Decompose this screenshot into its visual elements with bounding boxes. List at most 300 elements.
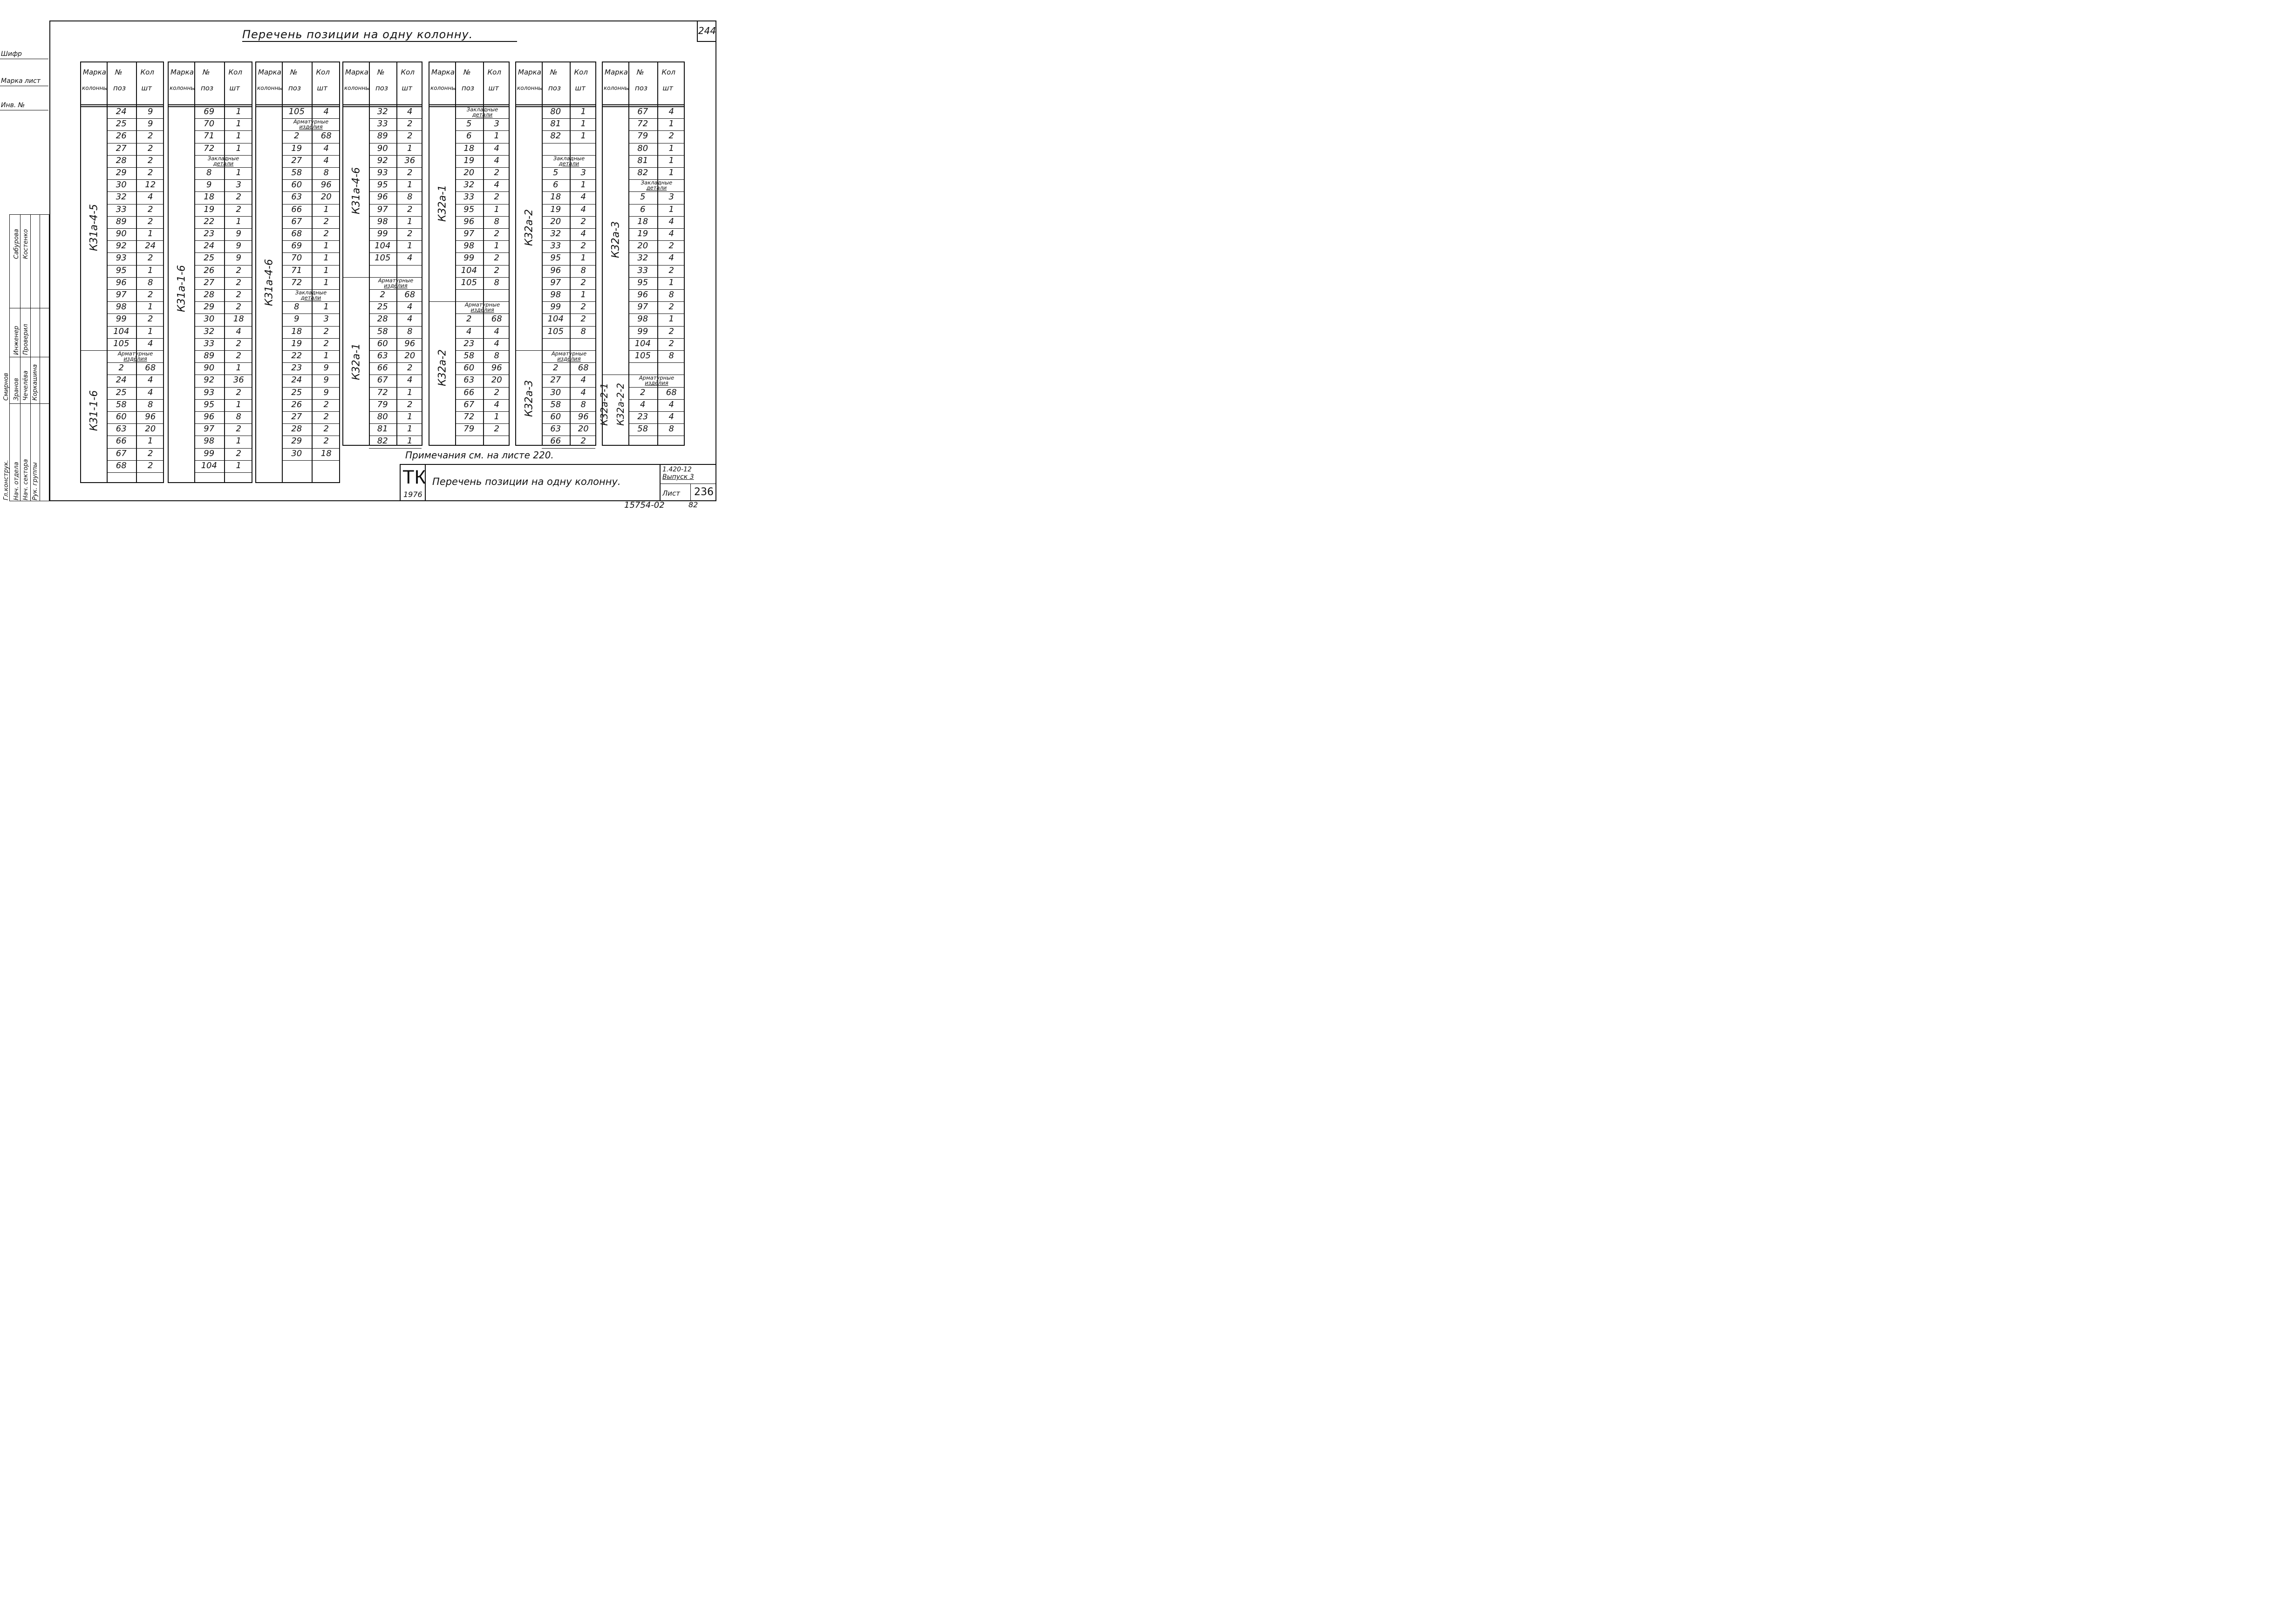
signature-text: Костенко <box>22 229 29 259</box>
cell-qty: 4 <box>668 412 674 422</box>
cell-qty: 2 <box>148 253 153 263</box>
cell-pos: 22 <box>291 351 302 361</box>
cell-qty: 4 <box>494 338 499 348</box>
cell-qty: 2 <box>148 448 153 458</box>
cell-pos: 70 <box>204 119 215 129</box>
cell-pos: 72 <box>377 387 388 397</box>
cell-qty: 4 <box>148 338 153 348</box>
header-qty: Кол <box>661 68 675 76</box>
cell-pos: 8 <box>294 302 300 312</box>
header-pos: № <box>377 68 385 76</box>
cell-pos: 96 <box>377 192 388 202</box>
cell-pos: 63 <box>291 192 302 202</box>
section-label-line1: Арматурные <box>464 301 500 308</box>
header-qty-2: шт <box>575 84 586 92</box>
cell-qty: 96 <box>145 412 156 422</box>
cell-qty: 68 <box>578 363 589 373</box>
cell-qty: 8 <box>668 351 674 361</box>
cell-qty: 2 <box>494 265 499 275</box>
cell-qty: 8 <box>148 277 153 287</box>
cell-qty: 4 <box>323 155 329 165</box>
cell-qty: 20 <box>578 424 589 434</box>
cell-qty: 2 <box>323 399 329 409</box>
cell-qty: 1 <box>148 229 153 239</box>
cell-pos: 30 <box>204 314 215 324</box>
section-label <box>370 278 422 288</box>
cell-pos: 95 <box>204 399 215 409</box>
cell-qty: 9 <box>236 241 241 251</box>
cell-pos: 67 <box>291 216 302 226</box>
cell-qty: 36 <box>233 375 244 385</box>
cell-qty: 4 <box>407 375 413 385</box>
cell-qty: 1 <box>236 216 241 226</box>
cell-qty: 8 <box>494 277 499 287</box>
position-table-5 <box>429 61 510 446</box>
cell-qty: 1 <box>668 277 674 287</box>
cell-pos: 60 <box>291 180 302 190</box>
header-mark-2: колонны <box>170 85 195 91</box>
cell-pos: 97 <box>637 302 648 312</box>
cell-qty: 18 <box>320 448 332 458</box>
cell-pos: 32 <box>116 192 127 202</box>
cell-qty: 24 <box>145 241 156 251</box>
cell-pos: 33 <box>116 204 127 214</box>
cell-qty: 96 <box>578 412 589 422</box>
cell-qty: 2 <box>148 131 153 141</box>
cell-qty: 2 <box>407 363 413 373</box>
cell-pos: 28 <box>204 290 215 300</box>
column-mark: К32а-2 <box>523 209 535 246</box>
section-label-line2: детали <box>472 111 493 118</box>
cell-qty: 1 <box>236 363 241 373</box>
cell-pos: 82 <box>637 168 648 177</box>
cell-qty: 8 <box>668 290 674 300</box>
cell-qty: 36 <box>404 155 416 165</box>
footnote: Примечания см. на листе 220. <box>405 450 554 461</box>
cell-qty: 2 <box>407 204 413 214</box>
cell-qty: 20 <box>491 375 502 385</box>
cell-qty: 4 <box>407 302 413 312</box>
header-mark-2: колонны <box>82 85 108 91</box>
cell-pos: 93 <box>204 387 215 397</box>
cell-pos: 99 <box>463 253 475 263</box>
stamp-cipher: Шифр <box>1 50 22 58</box>
cell-pos: 32 <box>377 107 388 116</box>
cell-pos: 27 <box>116 143 127 153</box>
cell-qty: 8 <box>580 265 586 275</box>
header-mark-2: колонны <box>430 85 456 91</box>
cell-pos: 67 <box>637 107 648 116</box>
cell-pos: 97 <box>463 229 475 239</box>
cell-pos: 25 <box>116 119 127 129</box>
cell-pos: 96 <box>204 412 215 422</box>
cell-qty: 1 <box>148 436 153 446</box>
cell-pos: 19 <box>204 204 215 214</box>
signature-text: Зранов <box>13 378 20 401</box>
cell-pos: 27 <box>550 375 561 385</box>
cell-pos: 98 <box>116 302 127 312</box>
cell-qty: 9 <box>236 229 241 239</box>
cell-qty: 1 <box>323 302 329 312</box>
cell-qty: 2 <box>580 302 586 312</box>
cell-qty: 2 <box>668 265 674 275</box>
cell-qty: 4 <box>580 229 586 239</box>
cell-qty: 1 <box>407 180 413 190</box>
cell-qty: 3 <box>668 192 674 202</box>
cell-pos: 72 <box>637 119 648 129</box>
section-label-line1: Закладные <box>466 106 498 113</box>
section-label-line2: изделия <box>299 123 323 130</box>
cell-pos: 105 <box>375 253 391 263</box>
cell-qty: 1 <box>323 277 329 287</box>
section-label-line2: изделия <box>123 355 147 362</box>
cell-pos: 96 <box>116 277 127 287</box>
header-qty: Кол <box>228 68 242 76</box>
cell-pos: 6 <box>466 131 472 141</box>
cell-qty: 2 <box>236 192 241 202</box>
cell-pos: 95 <box>463 204 475 214</box>
cell-qty: 8 <box>236 412 241 422</box>
section-label-line2: детали <box>646 184 667 191</box>
cell-pos: 23 <box>637 412 648 422</box>
cell-pos: 8 <box>206 168 212 177</box>
cell-pos: 18 <box>463 143 475 153</box>
cell-pos: 18 <box>204 192 215 202</box>
cell-pos: 92 <box>377 155 388 165</box>
cell-pos: 97 <box>116 290 127 300</box>
tb-code: 1.420-12 <box>662 466 692 473</box>
cell-qty: 1 <box>407 387 413 397</box>
cell-pos: 60 <box>377 338 388 348</box>
cell-pos: 105 <box>547 326 564 336</box>
cell-pos: 32 <box>463 180 475 190</box>
cell-pos: 96 <box>550 265 561 275</box>
cell-pos: 4 <box>640 399 646 409</box>
cell-pos: 80 <box>377 412 388 422</box>
cell-pos: 105 <box>113 338 129 348</box>
section-label-line2: изделия <box>557 355 581 362</box>
cell-pos: 24 <box>116 107 127 116</box>
cell-qty: 9 <box>323 363 329 373</box>
section-label-line1: Арматурные <box>378 277 414 284</box>
cell-qty: 4 <box>323 143 329 153</box>
cell-qty: 1 <box>668 119 674 129</box>
section-label <box>629 180 684 191</box>
cell-qty: 2 <box>407 229 413 239</box>
cell-pos: 104 <box>547 314 564 324</box>
cell-qty: 2 <box>407 131 413 141</box>
cell-qty: 2 <box>148 204 153 214</box>
cell-pos: 25 <box>116 387 127 397</box>
cell-qty: 1 <box>407 241 413 251</box>
header-pos-2: поз <box>635 84 647 92</box>
cell-pos: 90 <box>377 143 388 153</box>
cell-qty: 2 <box>236 387 241 397</box>
cell-qty: 68 <box>404 290 416 300</box>
cell-pos: 5 <box>466 119 472 129</box>
cell-qty: 1 <box>580 119 586 129</box>
cell-pos: 9 <box>206 180 212 190</box>
cell-pos: 99 <box>204 448 215 458</box>
cell-pos: 33 <box>463 192 475 202</box>
cell-pos: 19 <box>291 338 302 348</box>
cell-pos: 19 <box>463 155 475 165</box>
cell-qty: 1 <box>407 424 413 434</box>
cell-pos: 2 <box>553 363 559 373</box>
cell-qty: 2 <box>236 204 241 214</box>
cell-qty: 1 <box>323 241 329 251</box>
cell-qty: 4 <box>494 180 499 190</box>
cell-pos: 93 <box>377 168 388 177</box>
cell-pos: 33 <box>204 338 215 348</box>
header-pos: № <box>550 68 558 76</box>
cell-pos: 2 <box>466 314 472 324</box>
cell-qty: 1 <box>323 351 329 361</box>
section-label-line1: Закладные <box>640 179 673 186</box>
header-qty: Кол <box>316 68 330 76</box>
cell-qty: 4 <box>407 253 413 263</box>
cell-pos: 27 <box>204 277 215 287</box>
cell-qty: 9 <box>323 387 329 397</box>
header-mark-2: колонны <box>517 85 543 91</box>
cell-pos: 95 <box>116 265 127 275</box>
tb-title: Перечень позиции на одну колонну. <box>432 476 621 487</box>
sheet-number: 244 <box>697 20 716 42</box>
cell-pos: 80 <box>550 107 561 116</box>
cell-qty: 2 <box>580 436 586 446</box>
cell-pos: 22 <box>204 216 215 226</box>
cell-qty: 4 <box>580 204 586 214</box>
section-label-line1: Арматурные <box>639 375 674 382</box>
header-mark-2: колонны <box>257 85 283 91</box>
header-mark: Марка <box>431 68 455 76</box>
cell-qty: 2 <box>668 302 674 312</box>
bottom-stamp-2: 82 <box>688 500 698 509</box>
section-label <box>195 156 252 166</box>
cell-qty: 8 <box>668 424 674 434</box>
cell-pos: 27 <box>291 155 302 165</box>
header-qty-2: шт <box>317 84 327 92</box>
cell-qty: 1 <box>668 314 674 324</box>
column-mark: К31а-4-6 <box>263 259 275 306</box>
cell-pos: 98 <box>550 290 561 300</box>
cell-pos: 96 <box>637 290 648 300</box>
cell-pos: 20 <box>637 241 648 251</box>
cell-pos: 33 <box>550 241 561 251</box>
column-mark: К31а-4-5 <box>88 204 100 251</box>
cell-pos: 104 <box>634 338 651 348</box>
cell-pos: 99 <box>377 229 388 239</box>
signature-text: Чечелёва <box>22 370 29 401</box>
cell-pos: 18 <box>550 192 561 202</box>
cell-pos: 24 <box>291 375 302 385</box>
cell-qty: 2 <box>494 424 499 434</box>
header-pos-2: поз <box>548 84 561 92</box>
cell-qty: 2 <box>236 302 241 312</box>
cell-pos: 60 <box>550 412 561 422</box>
cell-qty: 2 <box>323 338 329 348</box>
cell-qty: 4 <box>494 155 499 165</box>
cell-qty: 2 <box>668 338 674 348</box>
cell-qty: 20 <box>320 192 332 202</box>
cell-qty: 1 <box>236 131 241 141</box>
cell-qty: 20 <box>145 424 156 434</box>
cell-qty: 2 <box>148 314 153 324</box>
cell-pos: 19 <box>550 204 561 214</box>
tb-year: 1976 <box>403 490 422 499</box>
bottom-stamp: 15754-02 <box>624 500 665 510</box>
cell-qty: 96 <box>404 338 416 348</box>
section-label <box>456 302 509 313</box>
cell-pos: 67 <box>116 448 127 458</box>
cell-qty: 1 <box>668 204 674 214</box>
cell-pos: 70 <box>291 253 302 263</box>
cell-pos: 26 <box>291 399 302 409</box>
cell-qty: 2 <box>323 216 329 226</box>
cell-pos: 66 <box>463 387 475 397</box>
cell-pos: 96 <box>463 216 475 226</box>
cell-qty: 2 <box>236 338 241 348</box>
cell-qty: 2 <box>407 119 413 129</box>
section-label-line2: детали <box>213 160 234 167</box>
cell-pos: 82 <box>550 131 561 141</box>
cell-pos: 19 <box>637 229 648 239</box>
cell-pos: 104 <box>113 326 129 336</box>
signature-text: Сабурова <box>13 229 20 259</box>
cell-pos: 20 <box>463 168 475 177</box>
cell-qty: 2 <box>494 253 499 263</box>
cell-pos: 28 <box>291 424 302 434</box>
cell-pos: 18 <box>291 326 302 336</box>
page-title: Перечень позиции на одну колонну. <box>242 28 473 41</box>
header-mark: Марка <box>170 68 194 76</box>
header-mark: Марка <box>258 68 281 76</box>
column-mark: К32а-1 <box>350 343 362 381</box>
signature-text: Гл.конструк. <box>3 460 10 500</box>
cell-qty: 1 <box>580 253 586 263</box>
cell-pos: 32 <box>204 326 215 336</box>
cell-qty: 2 <box>148 216 153 226</box>
cell-pos: 69 <box>204 107 215 116</box>
tb-sheet-label: Лист <box>662 489 681 497</box>
cell-qty: 4 <box>668 253 674 263</box>
column-mark: К31а-1-6 <box>176 265 187 312</box>
column-mark: К32а-2 <box>436 349 448 387</box>
cell-qty: 2 <box>494 387 499 397</box>
cell-qty: 1 <box>236 460 241 470</box>
cell-qty: 4 <box>580 387 586 397</box>
header-qty: Кол <box>140 68 154 76</box>
cell-qty: 2 <box>494 168 499 177</box>
section-label-line2: детали <box>559 160 579 167</box>
title-block <box>400 464 716 501</box>
header-pos-2: поз <box>288 84 301 92</box>
cell-qty: 1 <box>494 204 499 214</box>
cell-qty: 1 <box>580 131 586 141</box>
cell-pos: 58 <box>377 326 388 336</box>
cell-pos: 82 <box>377 436 388 446</box>
cell-qty: 1 <box>580 290 586 300</box>
cell-pos: 33 <box>377 119 388 129</box>
cell-qty: 9 <box>148 107 153 116</box>
cell-pos: 25 <box>204 253 215 263</box>
cell-pos: 95 <box>550 253 561 263</box>
cell-qty: 1 <box>236 168 241 177</box>
section-label <box>543 351 595 361</box>
cell-qty: 4 <box>668 107 674 116</box>
column-mark: К31-1-6 <box>88 390 100 431</box>
header-qty-2: шт <box>488 84 499 92</box>
cell-qty: 4 <box>323 107 329 116</box>
header-mark: Марка <box>518 68 541 76</box>
cell-qty: 2 <box>668 131 674 141</box>
header-mark-2: колонны <box>344 85 370 91</box>
cell-pos: 81 <box>637 155 648 165</box>
cell-pos: 99 <box>116 314 127 324</box>
cell-qty: 2 <box>236 265 241 275</box>
cell-qty: 4 <box>494 143 499 153</box>
cell-pos: 33 <box>637 265 648 275</box>
cell-pos: 105 <box>634 351 651 361</box>
cell-pos: 25 <box>377 302 388 312</box>
column-mark: К32а-3 <box>523 380 535 417</box>
column-mark: К32а-2-2 <box>614 383 626 426</box>
cell-pos: 24 <box>116 375 127 385</box>
position-table-1 <box>80 61 164 483</box>
cell-qty: 68 <box>145 363 156 373</box>
cell-qty: 2 <box>148 143 153 153</box>
cell-qty: 2 <box>148 155 153 165</box>
section-label-line2: изделия <box>645 380 668 387</box>
cell-qty: 1 <box>236 107 241 116</box>
cell-pos: 68 <box>116 460 127 470</box>
cell-qty: 4 <box>407 107 413 116</box>
tb-sheet: 236 <box>694 486 714 498</box>
cell-pos: 5 <box>640 192 646 202</box>
cell-pos: 32 <box>637 253 648 263</box>
cell-pos: 81 <box>550 119 561 129</box>
section-label-line1: Закладные <box>295 289 327 296</box>
cell-qty: 3 <box>323 314 329 324</box>
position-table-3 <box>255 61 340 483</box>
cell-pos: 69 <box>291 241 302 251</box>
cell-pos: 60 <box>463 363 475 373</box>
header-qty: Кол <box>401 68 415 76</box>
header-pos: № <box>463 68 471 76</box>
header-mark-2: колонны <box>604 85 629 91</box>
cell-pos: 79 <box>637 131 648 141</box>
cell-qty: 1 <box>236 436 241 446</box>
cell-pos: 97 <box>550 277 561 287</box>
header-pos-2: поз <box>113 84 126 92</box>
cell-pos: 72 <box>204 143 215 153</box>
cell-pos: 99 <box>550 302 561 312</box>
cell-pos: 66 <box>377 363 388 373</box>
cell-qty: 4 <box>494 399 499 409</box>
cell-pos: 89 <box>116 216 127 226</box>
header-pos: № <box>290 68 298 76</box>
cell-pos: 30 <box>116 180 127 190</box>
cell-qty: 1 <box>407 436 413 446</box>
cell-pos: 29 <box>291 436 302 446</box>
cell-qty: 3 <box>580 168 586 177</box>
cell-pos: 93 <box>116 253 127 263</box>
cell-qty: 20 <box>404 351 416 361</box>
header-pos: № <box>115 68 123 76</box>
cell-pos: 92 <box>204 375 215 385</box>
cell-qty: 1 <box>580 180 586 190</box>
header-qty-2: шт <box>229 84 240 92</box>
